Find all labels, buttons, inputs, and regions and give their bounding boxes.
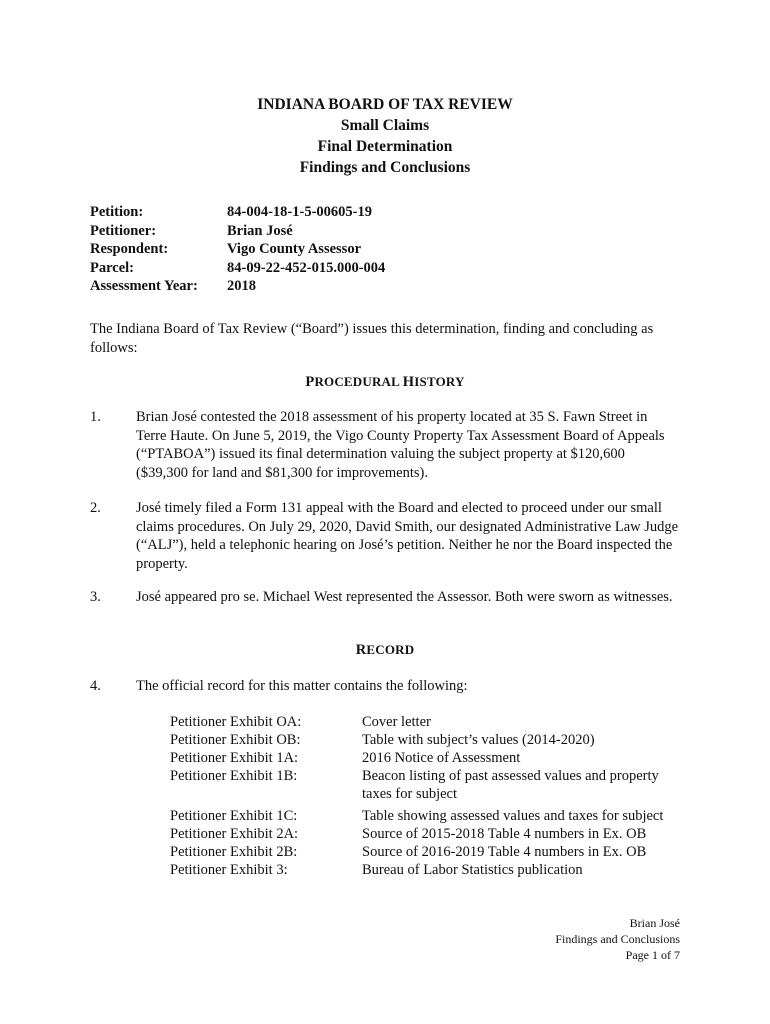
header-determination: Final Determination	[317, 138, 453, 155]
case-info-row	[90, 240, 385, 259]
case-info-label: Petition:	[90, 204, 144, 220]
exhibit-row	[170, 861, 690, 879]
footer-page-number: Page 1 of 7	[625, 948, 680, 962]
exhibit-description: 2016 Notice of Assessment	[362, 750, 521, 766]
header-agency: INDIANA BOARD OF TAX REVIEW	[257, 96, 513, 113]
exhibit-row	[170, 843, 690, 861]
exhibit-label: Petitioner Exhibit 1C:	[170, 808, 298, 824]
section-heading-rest: ISTORY	[414, 374, 465, 389]
paragraph-text: The official record for this matter contains the following:	[136, 678, 468, 694]
exhibit-row	[170, 749, 690, 767]
section-heading-initial: H	[402, 374, 415, 390]
case-info-row	[90, 203, 385, 222]
section-heading-rest: ROCEDURAL	[314, 374, 403, 389]
numbered-paragraph	[90, 408, 680, 482]
exhibit-label: Petitioner Exhibit 1B:	[170, 768, 298, 784]
exhibit-label: Petitioner Exhibit 2B:	[170, 844, 298, 860]
section-heading-initial: P	[305, 374, 315, 390]
exhibit-label: Petitioner Exhibit OB:	[170, 732, 301, 748]
case-info-row	[90, 259, 385, 278]
footer-document-title: Findings and Conclusions	[555, 932, 680, 946]
section-heading-initial: R	[355, 642, 367, 658]
case-info-label: Assessment Year:	[90, 278, 198, 294]
footer-petitioner: Brian José	[629, 916, 680, 930]
document-header	[0, 94, 770, 178]
exhibit-row	[170, 731, 690, 749]
case-info-value: Vigo County Assessor	[227, 241, 362, 257]
paragraph-text: Brian José contested the 2018 assessment of his property located at 35 S. Fawn Street in Terre Haute. On June 5, 2019, the Vigo County Property Tax Assessment Board of Appeals (“PTABOA”) issued its final determination valuing the subject property at $120,600 ($39,300 for land and $81,300 for improvements).	[136, 409, 665, 481]
exhibit-description: Cover letter	[362, 714, 431, 730]
exhibit-description: Table showing assessed values and taxes for subject	[362, 808, 664, 824]
exhibit-description: Beacon listing of past assessed values and property taxes for subject	[362, 768, 659, 802]
paragraph-number: 3.	[90, 589, 101, 605]
intro-paragraph: The Indiana Board of Tax Review (“Board”) issues this determination, finding and concluding as follows:	[90, 321, 654, 356]
case-info-row	[90, 277, 385, 296]
exhibit-list	[170, 713, 690, 879]
exhibit-description: Source of 2016-2019 Table 4 numbers in Ex. OB	[362, 844, 647, 860]
case-info	[90, 203, 385, 296]
exhibit-label: Petitioner Exhibit 2A:	[170, 826, 299, 842]
case-info-value: 84-09-22-452-015.000-004	[227, 259, 386, 276]
paragraph-text: José appeared pro se. Michael West represented the Assessor. Both were sworn as witnesses.	[136, 589, 673, 605]
exhibit-row	[170, 807, 690, 825]
case-info-value: 2018	[227, 278, 256, 294]
case-info-label: Petitioner:	[90, 222, 157, 239]
section-heading-record	[0, 642, 770, 659]
exhibit-description: Bureau of Labor Statistics publication	[362, 862, 583, 878]
exhibit-row	[170, 713, 690, 731]
numbered-paragraph	[90, 499, 680, 573]
paragraph-number: 2.	[90, 500, 101, 516]
case-info-label: Parcel:	[90, 259, 135, 276]
paragraph-number: 1.	[90, 409, 101, 425]
exhibit-description: Source of 2015-2018 Table 4 numbers in Ex. OB	[362, 826, 647, 842]
exhibit-row	[170, 825, 690, 843]
numbered-paragraph	[90, 588, 680, 607]
header-claim-type: Small Claims	[340, 117, 430, 134]
section-heading-procedural-history	[0, 374, 770, 391]
exhibit-label: Petitioner Exhibit 1A:	[170, 750, 299, 766]
exhibit-description: Table with subject’s values (2014-2020)	[362, 732, 595, 748]
exhibit-row	[170, 767, 690, 803]
case-info-value: Brian José	[227, 222, 293, 239]
header-findings: Findings and Conclusions	[299, 159, 471, 176]
paragraph-text: José timely filed a Form 131 appeal with the Board and elected to proceed under our small claims procedures. On July 29, 2020, David Smith, our designated Administrative Law Judge (“ALJ”), held a telephonic hearing on José’s petition. Neither he nor the Board inspected the property.	[136, 500, 679, 572]
numbered-paragraph	[90, 677, 680, 696]
exhibit-label: Petitioner Exhibit OA:	[170, 714, 302, 730]
section-heading-rest: ECORD	[366, 642, 415, 657]
case-info-row	[90, 222, 385, 241]
case-info-label: Respondent:	[90, 241, 169, 257]
paragraph-number: 4.	[90, 678, 101, 694]
exhibit-label: Petitioner Exhibit 3:	[170, 862, 288, 878]
case-info-value: 84-004-18-1-5-00605-19	[227, 204, 372, 220]
page-footer	[555, 915, 680, 963]
